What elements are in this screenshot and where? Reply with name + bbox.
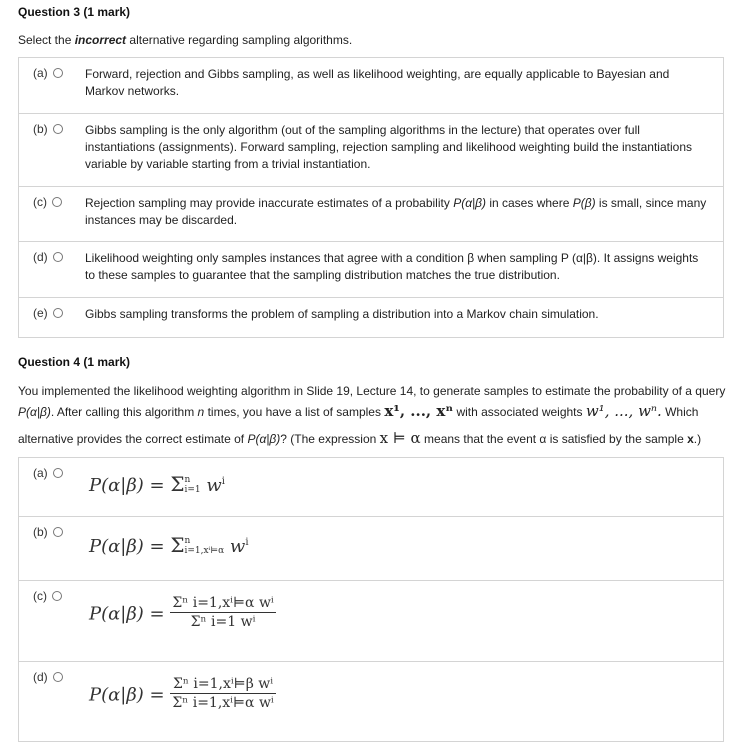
option-text: Gibbs sampling is the only algorithm (out of the sampling algorithms in the lecture) that operates over full instantiations (assignments). Forward sampling, rejection sampling and likelihood weighting build the instantiations variable by variable starting from a trivial instantiation.	[85, 123, 692, 171]
option-text: Gibbs sampling transforms the problem of sampling a distribution into a Markov chain simulation.	[85, 307, 599, 321]
formula: P(α|β) = Σ n i=1,xⁱ⊨α $w^i$	[89, 533, 249, 557]
radio-button[interactable]	[53, 308, 63, 318]
question-4-prompt-line-1: You implemented the likelihood weighting algorithm in Slide 19, Lecture 14, to generate samples to estimate the probability of a query	[18, 384, 726, 398]
radio-button[interactable]	[53, 68, 63, 78]
question-4-prompt-line-2: P(α|β). After calling this algorithm n times, you have a list of samples x¹, ..., xⁿ with associated weights w¹, ..., wⁿ. Which	[18, 402, 699, 420]
option-label: (e)	[33, 306, 63, 320]
option-label: (b)	[33, 525, 63, 539]
option-text: Likelihood weighting only samples instances that agree with a condition β when sampling P (α|β). It assigns weights to these samples to guarantee that the sampling distribution matches the true distribution.	[85, 251, 699, 282]
radio-button[interactable]	[53, 124, 63, 134]
radio-button[interactable]	[53, 252, 63, 262]
option-label: (d)	[33, 670, 63, 684]
question-3-prompt: Select the incorrect alternative regarding sampling algorithms.	[18, 33, 353, 47]
option-text: Forward, rejection and Gibbs sampling, as well as likelihood weighting, are equally applicable to Bayesian and Markov networks.	[85, 67, 670, 98]
radio-button[interactable]	[52, 197, 62, 207]
question-4-prompt-line-3: alternative provides the correct estimate of P(α|β)? (The expression x ⊨ α means that the event α is satisfied by the sample x.)	[18, 429, 702, 447]
option-row[interactable]	[19, 58, 723, 113]
option-row[interactable]	[19, 516, 723, 580]
option-label: (a)	[33, 66, 63, 80]
option-text: Rejection sampling may provide inaccurate estimates of a probability P(α|β) in cases where P(β) is small, since many instances may be discarded.	[85, 196, 707, 227]
option-label: (b)	[33, 122, 63, 136]
option-label: (c)	[33, 589, 62, 603]
question-4-title: Question 4 (1 mark)	[18, 355, 131, 369]
formula: P(α|β) = $\frac{\text{Σⁿ i=1,xⁱ⊨α wⁱ}}{\text{Σⁿ i=1 wⁱ}}$	[89, 595, 274, 630]
option-row[interactable]	[19, 113, 723, 186]
radio-button[interactable]	[53, 468, 63, 478]
radio-button[interactable]	[52, 591, 62, 601]
option-label: (c)	[33, 195, 62, 209]
question-3-options	[18, 57, 724, 338]
question-4-options	[18, 457, 724, 742]
option-row[interactable]	[19, 661, 723, 741]
option-row[interactable]	[19, 241, 723, 297]
formula: P(α|β) = Σ n i=1 $w^i$	[89, 472, 225, 496]
option-row[interactable]	[19, 458, 723, 516]
option-label: (d)	[33, 250, 63, 264]
radio-button[interactable]	[53, 672, 63, 682]
option-row[interactable]	[19, 186, 723, 241]
option-row[interactable]	[19, 297, 723, 337]
radio-button[interactable]	[53, 527, 63, 537]
option-row[interactable]	[19, 580, 723, 661]
option-label: (a)	[33, 466, 63, 480]
question-3-title: Question 3 (1 mark)	[18, 5, 131, 19]
formula: P(α|β) = $\frac{\text{Σⁿ i=1,xⁱ⊨β wⁱ}}{\text{Σⁿ i=1,xⁱ⊨α wⁱ}}$	[89, 676, 274, 711]
